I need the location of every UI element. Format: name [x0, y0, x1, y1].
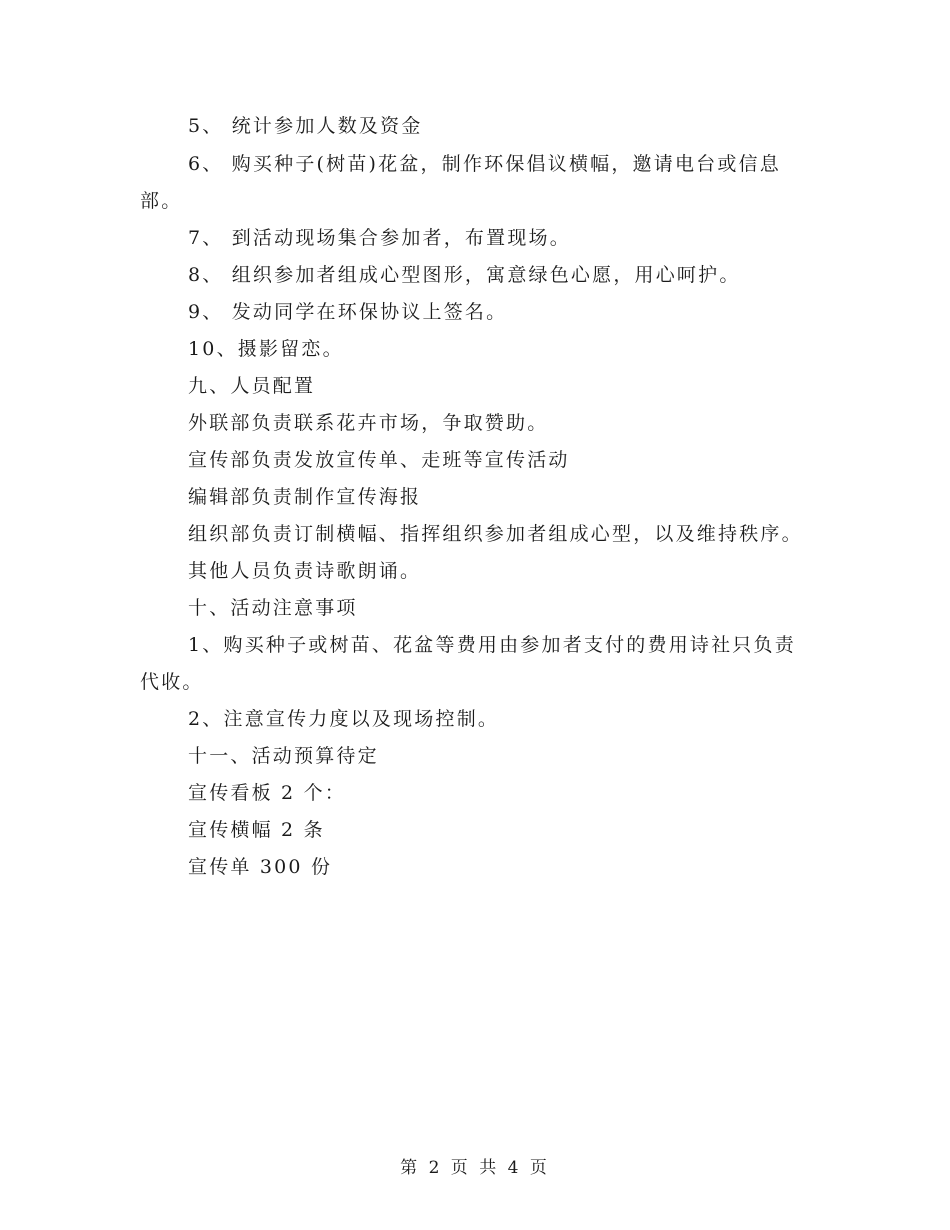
paragraph-line: 代收。 [140, 671, 204, 693]
paragraph-line: 宣传部负责发放宣传单、走班等宣传活动 [188, 449, 570, 471]
section-heading: 十、活动注意事项 [188, 597, 358, 619]
paragraph-line: 2、注意宣传力度以及现场控制。 [188, 708, 500, 730]
paragraph-line: 宣传看板 2 个： [188, 782, 346, 804]
paragraph-line: 10、摄影留恋。 [188, 338, 344, 360]
paragraph-line: 1、购买种子或树苗、花盆等费用由参加者支付的费用诗社只负责 [188, 634, 796, 656]
section-heading: 十一、活动预算待定 [188, 745, 379, 767]
paragraph-line: 9、 发动同学在环保协议上签名。 [188, 301, 508, 323]
paragraph-line: 其他人员负责诗歌朗诵。 [188, 560, 422, 582]
paragraph-line: 编辑部负责制作宣传海报 [188, 486, 422, 508]
paragraph-line: 7、 到活动现场集合参加者，布置现场。 [188, 227, 571, 249]
paragraph-line: 外联部负责联系花卉市场，争取赞助。 [188, 412, 549, 434]
paragraph-line: 8、 组织参加者组成心型图形，寓意绿色心愿，用心呵护。 [188, 264, 741, 286]
paragraph-line: 5、 统计参加人数及资金 [188, 115, 423, 137]
paragraph-line: 组织部负责订制横幅、指挥组织参加者组成心型，以及维持秩序。 [188, 523, 803, 545]
section-heading: 九、人员配置 [188, 375, 316, 397]
paragraph-line: 6、 购买种子(树苗)花盆，制作环保倡议横幅，邀请电台或信息 [188, 153, 781, 175]
page-number-footer: 第 2 页 共 4 页 [400, 1158, 550, 1178]
paragraph-line: 宣传横幅 2 条 [188, 819, 325, 841]
paragraph-line: 部。 [140, 190, 183, 212]
paragraph-line: 宣传单 300 份 [188, 856, 333, 878]
